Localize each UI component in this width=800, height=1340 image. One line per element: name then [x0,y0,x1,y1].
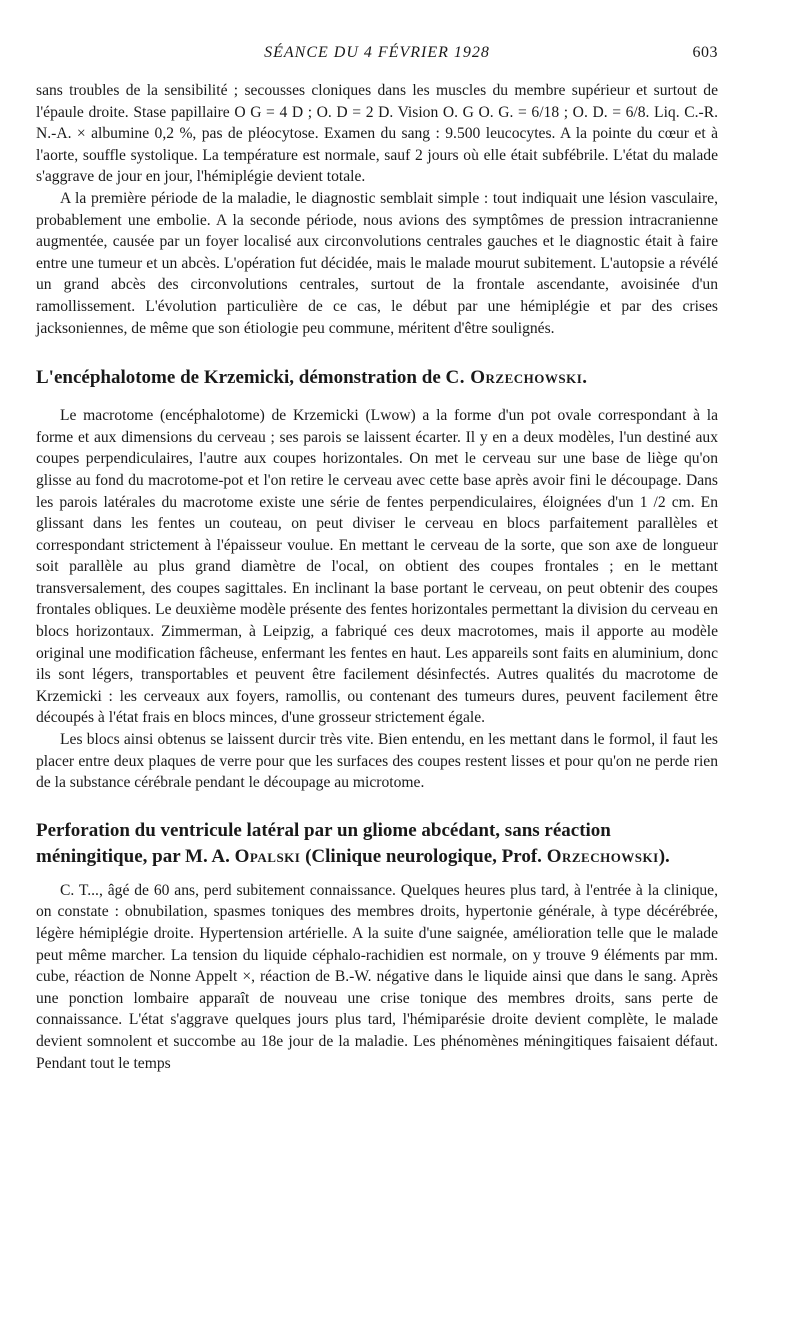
paragraph: Le macrotome (encéphalotome) de Krzemicki (Lwow) a la forme d'un pot ovale correspondant à la forme et aux dimensions du cerveau ; ses parois se laissent écarter. Il y en a deux modèles, l'un destiné aux coupes perpendiculaires, l'autre aux coupes horizontales. On met le cerveau sur une base de liège qu'on glisse au fond du macrotome-pot et l'on retire le cerveau avec cette base après avoir fini le découpage. Dans les parois latérales du macrotome existe une série de fentes perpendiculaires, éloignées d'un 1 /2 cm. En glissant dans les fentes un couteau, on peut diviser le cerveau en blocs parfaitement parallèles et correspondant strictement à l'épaisseur voulue. En mettant le cerveau de la sorte, que son axe de longueur soit parallèle au plus grand diamètre de l'ocal, on obtient des coupes frontales ; en le mettant transversalement, des coupes sagittales. En inclinant la base portant le cerveau, on peut obtenir des coupes frontales obliques. Le deuxième modèle présente des fentes horizontales permettant la division du cerveau en blocs horizontaux. Zimmerman, à Leipzig, a fabriqué ces deux macrotomes, mais il apporte au modèle original une modification fâcheuse, enfermant les fentes en haut. Les appareils sont faits en aluminium, donc ils sont légers, transportables et peuvent être facilement désinfectés. Autres qualités du macrotome de Krzemicki : les cerveaux aux foyers, ramollis, ou contenant des tumeurs dures, peuvent facilement être découpés à l'état frais en blocs minces, d'une grosseur strictement égale. [36,407,718,727]
heading-title: Perforation du ventricule latéral par un gliome abcédant, sans réaction méningitique, [36,819,611,867]
section-body [36,405,718,794]
running-header [36,44,718,66]
heading-professor: Orzechowski [546,845,659,867]
running-title: SÉANCE DU 4 FÉVRIER 1928 [264,44,490,61]
section-continued [36,80,718,339]
paragraph: C. T..., âgé de 60 ans, perd subitement connaissance. Quelques heures plus tard, à l'entrée à la clinique, on constate : obnubilation, spasmes toniques des membres droits, hypertonie générale, à type décérébrée, légère hémiplégie droite. Hypertension artérielle. A la suite d'une saignée, amélioration telle que le malade peut même marcher. La tension du liquide céphalo-rachidien est normale, on y trouve 9 éléments par mm. cube, réaction de Nonne Appelt ×, réaction de B.-W. négative dans le liquide ainsi que dans le sang. Après une ponction lombaire apparaît de nouveau une crise tonique des membres droits, sans perte de connaissance. L'état s'aggrave quelques jours plus tard, l'hémiparésie droite devient complète, le malade devient somnolent et succombe au 18e jour de la maladie. Les phénomènes méningitiques faisaient défaut. Pendant tout le temps [36,881,718,1072]
section-heading [36,818,718,870]
heading-text: par M. A. [147,845,235,867]
paragraph: A la première période de la maladie, le diagnostic semblait simple : tout indiquait une lésion vasculaire, probablement une embolie. A la seconde période, nous avions des symptômes de pression intracranienne augmentée, causée par un foyer localisé aux circonvolutions centrales gauches et le diagnostic était à faire entre une tumeur et un abcès. L'opération fut décidée, mais le malade mourut subitement. L'autopsie a révélé un grand abcès des circonvolutions centrales, surtout de la frontale ascendante, avoisinée d'un ramollissement. L'évolution particulière de ce cas, le début par une hémiplégie et par des crises jacksoniennes, de même que son étiologie peu commune, méritent d'être soulignés. [36,189,718,337]
paragraph: sans troubles de la sensibilité ; secousses cloniques dans les muscles du membre supérieur et surtout de l'épaule droite. Stase papillaire O G = 4 D ; O. D = 2 D. Vision O. G O. G. = 6/18 ; O. D. = 6/8. Liq. C.-R. N.-A. × albumine 0,2 %, pas de pléocytose. Examen du sang : 9.500 leucocytes. A la pointe du cœur et à l'aorte, souffle systolique. La température est normale, sauf 2 jours où elle était subfébrile. L'état du malade s'aggrave de jour en jour, l'hémiplégie devient totale. [36,82,718,186]
document-page [36,44,718,1074]
heading-text: démonstration de [294,367,446,389]
section-heading [36,365,718,391]
heading-title: L'encéphalotome de Krzemicki, [36,367,295,389]
heading-text: (Clinique neurologique, Prof. [300,845,547,867]
paragraph: Les blocs ainsi obtenus se laissent durcir très vite. Bien entendu, en les mettant dans le formol, il faut les placer entre deux plaques de verre pour que les surfaces des coupes restent lisses et pour qu'on ne perde rien de la substance cérébrale pendant le découpage au microtome. [36,731,718,792]
page-number: 603 [692,44,718,61]
section-body [36,880,718,1074]
heading-author: Opalski [234,845,301,867]
heading-text: ). [658,845,670,867]
heading-author: C. Orzechowski. [445,367,588,389]
